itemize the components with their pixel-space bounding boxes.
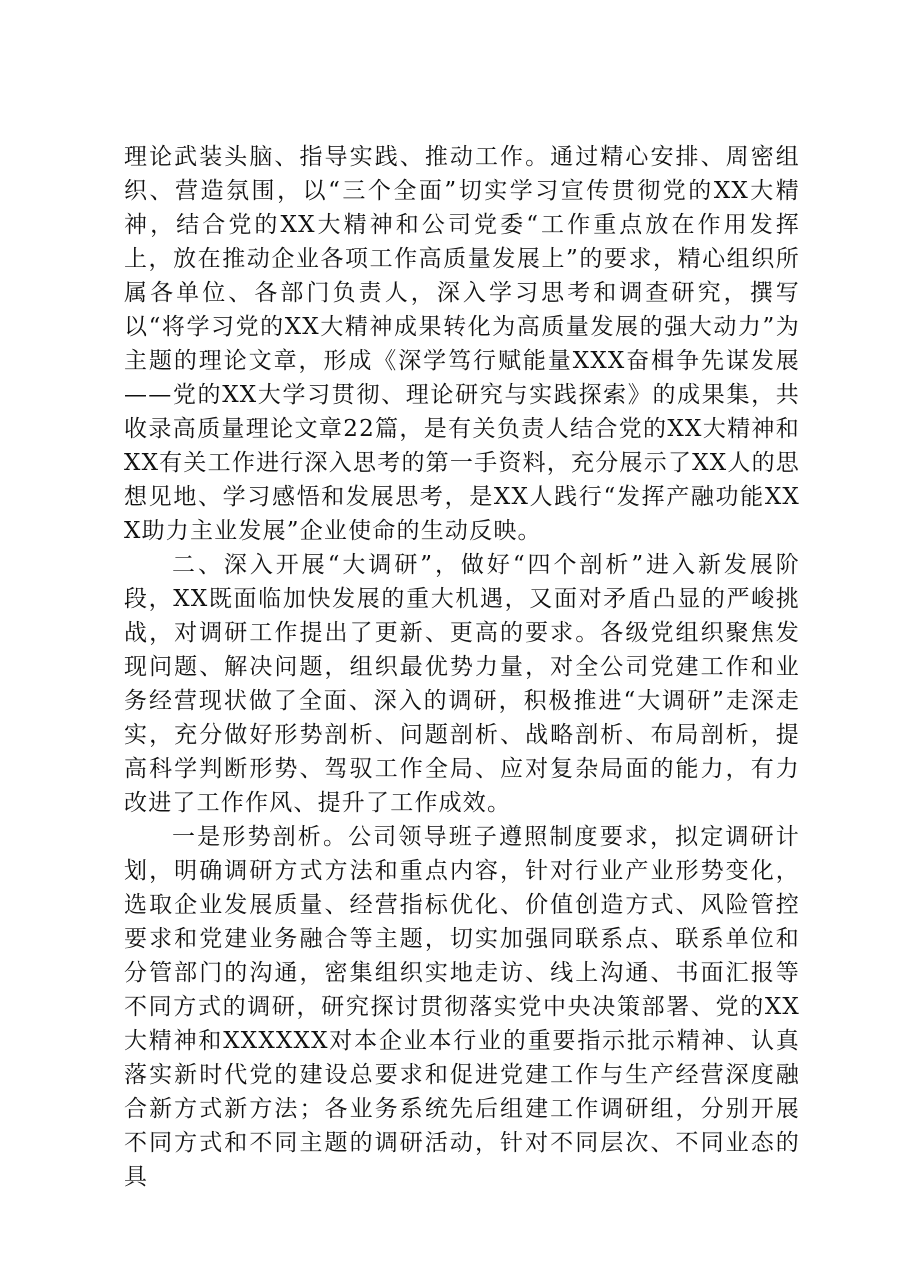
paragraph-section-two: 二、深入开展“大调研”，做好“四个剖析”进入新发展阶段，XX既面临加快发展的重大机遇，又面对矛盾凸显的严峻挑战，对调研工作提出了更新、更高的要求。各级党组织聚焦发现问题、解决问题，组织最优势力量，对全公司党建工作和业务经营现状做了全面、深入的调研，积极推进“大调研”走深走实，充分做好形势剖析、问题剖析、战略剖析、布局剖析，提高科学判断形势、驾驭工作全局、应对复杂局面的能力，有力改进了工作作风、提升了工作成效。: [124, 552, 800, 816]
document-body: [124, 140, 800, 1194]
paragraph-continuation: 理论武装头脑、指导实践、推动工作。通过精心安排、周密组织、营造氛围，以“三个全面”切实学习宣传贯彻党的XX大精神，结合党的XX大精神和公司党委“工作重点放在作用发挥上，放在推动企业各项工作高质量发展上”的要求，精心组织所属各单位、各部门负责人，深入学习思考和调查研究，撰写以“将学习党的XX大精神成果转化为高质量发展的强大动力”为主题的理论文章，形成《深学笃行赋能量XXX奋楫争先谋发展——党的XX大学习贯彻、理论研究与实践探索》的成果集，共收录高质量理论文章22篇，是有关负责人结合党的XX大精神和XX有关工作进行深入思考的第一手资料，充分展示了XX人的思想见地、学习感悟和发展思考，是XX人践行“发挥产融功能XXX助力主业发展”企业使命的生动反映。: [124, 144, 801, 544]
paragraph-situation-analysis: 一是形势剖析。公司领导班子遵照制度要求，拟定调研计划，明确调研方式方法和重点内容，针对行业产业形势变化，选取企业发展质量、经营指标优化、价值创造方式、风险管控要求和党建业务融合等主题，切实加强同联系点、联系单位和分管部门的沟通，密集组织实地走访、线上沟通、书面汇报等不同方式的调研，研究探讨贯彻落实党中央决策部署、党的XX大精神和XXXXXX对本企业本行业的重要指示批示精神、认真落实新时代党的建设总要求和促进党建工作与生产经营深度融合新方式新方法；各业务系统先后组建工作调研组，分别开展不同方式和不同主题的调研活动，针对不同层次、不同业态的具: [124, 824, 800, 1190]
